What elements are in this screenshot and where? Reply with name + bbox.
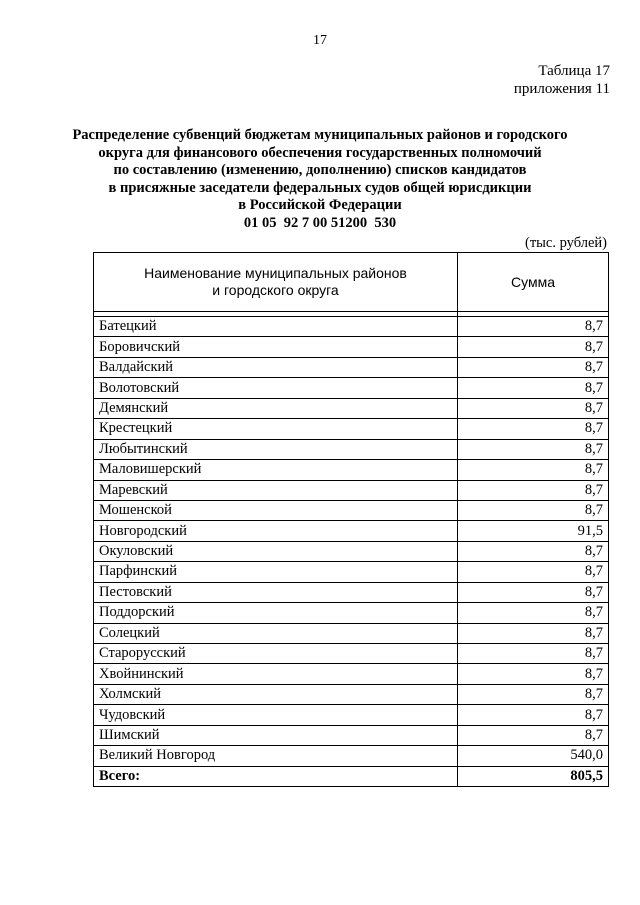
district-name: Новгородский [94,521,458,541]
district-amount: 8,7 [458,664,609,684]
table-row [94,664,609,684]
district-amount: 540,0 [458,746,609,766]
table-reference-line1: Таблица 17 [538,63,610,79]
district-name: Маревский [94,480,458,500]
district-name: Окуловский [94,541,458,561]
district-amount: 8,7 [458,705,609,725]
table-row [94,725,609,745]
district-name: Великий Новгород [94,746,458,766]
title-line: по составлению (изменению, дополнению) списков кандидатов [113,162,527,179]
district-name: Мошенской [94,500,458,520]
district-name: Шимский [94,725,458,745]
table-body [94,312,609,787]
table-row [94,562,609,582]
district-amount: 8,7 [458,623,609,643]
district-amount: 8,7 [458,644,609,664]
district-name: Боровичский [94,337,458,357]
district-name: Любытинский [94,439,458,459]
table-row [94,460,609,480]
district-name: Волотовский [94,378,458,398]
table-row [94,500,609,520]
district-amount: 8,7 [458,562,609,582]
table-reference-line2: приложения 11 [513,81,610,97]
district-name: Маловишерский [94,460,458,480]
district-amount: 8,7 [458,725,609,745]
district-name: Парфинский [94,562,458,582]
district-name: Холмский [94,684,458,704]
total-row [94,766,609,786]
district-amount: 8,7 [458,541,609,561]
district-name: Демянский [94,398,458,418]
district-name: Хвойнинский [94,664,458,684]
district-amount: 91,5 [458,521,609,541]
table-row [94,582,609,602]
district-amount: 8,7 [458,357,609,377]
table-header-row [94,253,609,312]
district-name: Пестовский [94,582,458,602]
table-reference [514,62,610,98]
district-amount: 8,7 [458,419,609,439]
page-number: 17 [313,33,327,48]
column-header-amount: Сумма [458,253,609,312]
district-amount: 8,7 [458,460,609,480]
district-name: Крестецкий [94,419,458,439]
district-amount: 8,7 [458,480,609,500]
table-row [94,705,609,725]
table-row [94,644,609,664]
title-line: в Российской Федерации [238,197,402,214]
total-label: Всего: [94,766,458,786]
table-row [94,480,609,500]
district-name: Поддорский [94,603,458,623]
district-name: Валдайский [94,357,458,377]
district-amount: 8,7 [458,337,609,357]
district-name: Солецкий [94,623,458,643]
district-amount: 8,7 [458,603,609,623]
title-line: округа для финансового обеспечения государственных полномочий [98,144,542,161]
title-line: в присяжные заседатели федеральных судов общей юрисдикции [108,179,532,196]
table-row [94,337,609,357]
district-name: Старорусский [94,644,458,664]
table-row [94,623,609,643]
table-row [94,357,609,377]
table-row [94,541,609,561]
district-name: Чудовский [94,705,458,725]
budget-code: 01 05 92 7 00 51200 530 [243,214,397,231]
district-amount: 8,7 [458,398,609,418]
table-row [94,521,609,541]
table-row [94,398,609,418]
district-amount: 8,7 [458,582,609,602]
column-header-name: Наименование муниципальных районов и городского округа [94,253,458,312]
document-title [60,127,580,233]
district-amount: 8,7 [458,439,609,459]
district-amount: 8,7 [458,317,609,337]
units-label: (тыс. рублей) [525,235,607,251]
table-row [94,317,609,337]
table-row [94,603,609,623]
district-amount: 8,7 [458,378,609,398]
title-line: Распределение субвенций бюджетам муниципальных районов и городского [72,127,568,143]
total-amount: 805,5 [458,766,609,786]
table-row [94,746,609,766]
district-name: Батецкий [94,317,458,337]
subvention-table [93,252,609,787]
district-amount: 8,7 [458,684,609,704]
table-row [94,419,609,439]
district-amount: 8,7 [458,500,609,520]
table-row [94,378,609,398]
table-row [94,684,609,704]
table-row [94,439,609,459]
